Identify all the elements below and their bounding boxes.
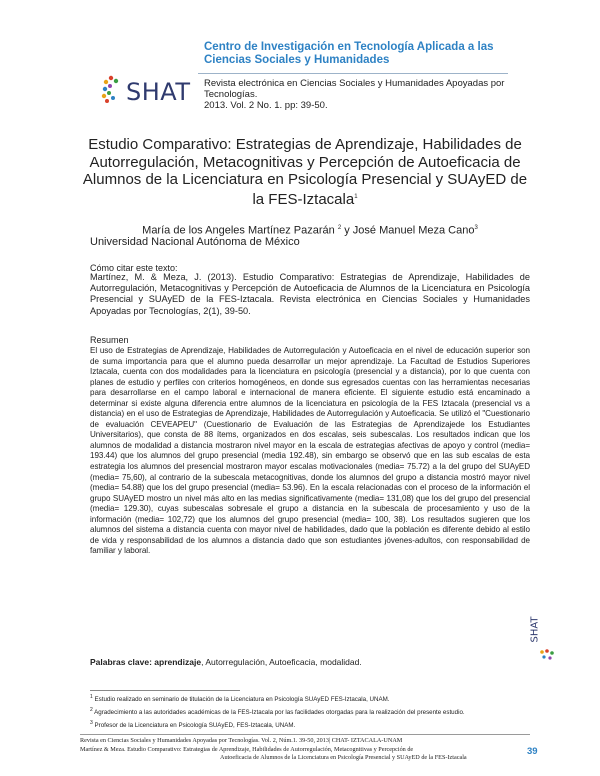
footnote-number: 3 <box>90 720 93 727</box>
institution-title: Centro de Investigación en Tecnología Aplicada a las Ciencias Sociales y Humanidades <box>204 41 494 66</box>
journal-logo <box>100 70 210 110</box>
footer-line-1: Revista en Ciencias Sociales y Humanidades Apoyadas por Tecnologías. Vol. 2, Núm.1. 39-50, 2013| CHAT- IZTACALA-UNAM <box>80 737 403 744</box>
page-number: 39 <box>527 746 538 757</box>
footnotes <box>90 693 530 732</box>
keywords <box>90 657 530 668</box>
keywords-rest: , Autorregulación, Autoeficacia, modalidad. <box>201 657 362 667</box>
side-logo <box>529 602 556 664</box>
side-logo-dots-icon <box>538 648 558 664</box>
keywords-label: Palabras clave: <box>90 657 152 667</box>
footer-divider <box>80 734 530 735</box>
author-2-note: 3 <box>474 225 478 231</box>
logo-dots-icon <box>100 72 128 106</box>
author-separator: y <box>344 224 350 237</box>
footnote <box>90 719 530 730</box>
author-1-note: 2 <box>337 225 342 231</box>
footer-line-3: Autoeficacia de Alumnos de la Licenciatura en Psicología Presencial y SUAyED de la FES-Iztacala <box>220 754 467 761</box>
university: Universidad Nacional Autónoma de México <box>90 236 300 248</box>
journal-header <box>0 0 600 120</box>
author-1: María de los Angeles Martínez Pazarán <box>142 224 335 237</box>
footnote-text: Agradecimiento a las autoridades académicas de la FES-Iztacala por las facilidades otorgadas para la realización del presente estudio. <box>94 709 465 717</box>
journal-volume: 2013. Vol. 2 No. 1. pp: 39-50. <box>204 100 328 111</box>
footnote-divider <box>90 690 240 691</box>
side-logo-text: SHAT <box>529 616 541 643</box>
cite-label: Cómo citar este texto: <box>90 263 178 273</box>
header-divider <box>198 73 508 74</box>
footnote-number: 1 <box>90 694 93 700</box>
abstract-heading: Resumen <box>90 335 129 345</box>
journal-info <box>204 78 524 111</box>
journal-name: Revista electrónica en Ciencias Sociales y Humanidades Apoyadas por Tecnologías. <box>204 78 505 100</box>
article-title-text: Estudio Comparativo: Estrategias de Aprendizaje, Habilidades de Autorregulación, Metacognitivas y Percepción de Autoeficacia de Alumnos de la Licenciatura en Psicología Presencial y SUAyED de la FES-Iztacala <box>82 136 528 208</box>
abstract-body: El uso de Estrategias de Aprendizaje, Habilidades de Autorregulación y Autoeficacia en el nivel de educación superior son de suma importancia para que el alumno pueda desarrollar un mejor aprendizaje. La Facultad de Estudios Superiores Iztacala, cuenta con dos modalidades para la licenciatura en psicología (presencial y a distancia), por lo que cuenta con planes de estudio y perfiles con criterios homogéneos, en donde sus egresados cuentas con las herramientas necesarias para desarrollarse en el campo laboral e internacional de manera eficiente. El siguiente estudio está encaminado a determinar si existe alguna diferencia entre alumnos de la licenciatura en psicología de la FES Iztacala (presencial vs a distancia) en el uso de Estrategias de Aprendizaje, Habilidades de Autorregulación y Autoeficacia. Se utilizó el "Cuestionario de evaluación CEVEAPEU" (Cuestionario de Evaluación de las Estrategias de Aprendizajede los Estudiantes Universitarios), que consta de 88 ítems, organizados en dos escalas, seis subescalas. Los resultados indican que los alumnos de modalidad a distancia mostraron nivel mayor en la escala de estrategias afectivas de apoyo y control (media= 193.44) que los alumnos del grupo presencial (media 192.48), sin embargo se observó que en las sub escalas de esta estrategia los alumnos del presencial mostraron mayor escalas motivacionales (media= 75.72) a la del grupo del SUAyED (media= 75,60), al contrario de la subescala metacognitivas, donde los alumnos del grupo a distancia mostró mayor nivel (media= 54.88) que los del grupo presencial (media= 53.96). En la escala relacionadas con el proceso de la información el grupo SUAyED mostro un nivel más alto en las medias significativamente (media= 131,08) que los del grupo del presencial (media= 129.30), cuyas subescalas sobresale el grupo a distancia en la subescala de procesamiento y uso de la información (media= 102,72) que los alumnos del grupo presencial (media= 100, 38). Los resultados sugieren que los alumnos del sistema a distancia cuenta con mayor nivel de habilidades, dado que la población es diferente debido al estilo de vida y responsabilidad de los alumnos a distancia dado que son estudiantes jóvenes-adultos, con responsabilidad de familiar y laboral. <box>90 346 530 556</box>
article-title <box>80 136 530 208</box>
footnote <box>90 706 530 717</box>
footer-line-2: Martínez & Meza. Estudio Comparativo: Estrategias de Aprendizaje, Habilidades de Autorregulación, Metacognitivas y Percepción de <box>80 745 414 753</box>
keyword-bold: aprendizaje <box>154 657 202 667</box>
footnote-text: Profesor de la Licenciatura en Psicología SUAyED, FES-Iztacala, UNAM. <box>94 722 296 730</box>
author-2: José Manuel Meza Cano <box>352 224 475 237</box>
footnote <box>90 693 530 704</box>
footnote-number: 2 <box>90 707 93 714</box>
page-footer <box>80 737 520 763</box>
citation: Martínez, M. & Meza, J. (2013). Estudio Comparativo: Estrategias de Aprendizaje, Habilidades de Autorregulación, Metacognitivas y Percepción de Autoeficacia de Alumnos de la Licenciatura en Psicología Presencial y SUAyED de la FES-Iztacala. Revista electrónica en Ciencias Sociales y Humanidades Apoyadas por Tecnologías, 2(1), 39-50. <box>90 272 530 316</box>
footnote-text: Estudio realizado en seminario de titulación de la Licenciatura en Psicología SUAyED FES-Iztacala, UNAM. <box>94 696 390 704</box>
title-footnote-marker: 1 <box>354 193 358 200</box>
logo-text: SHAT <box>126 78 191 106</box>
